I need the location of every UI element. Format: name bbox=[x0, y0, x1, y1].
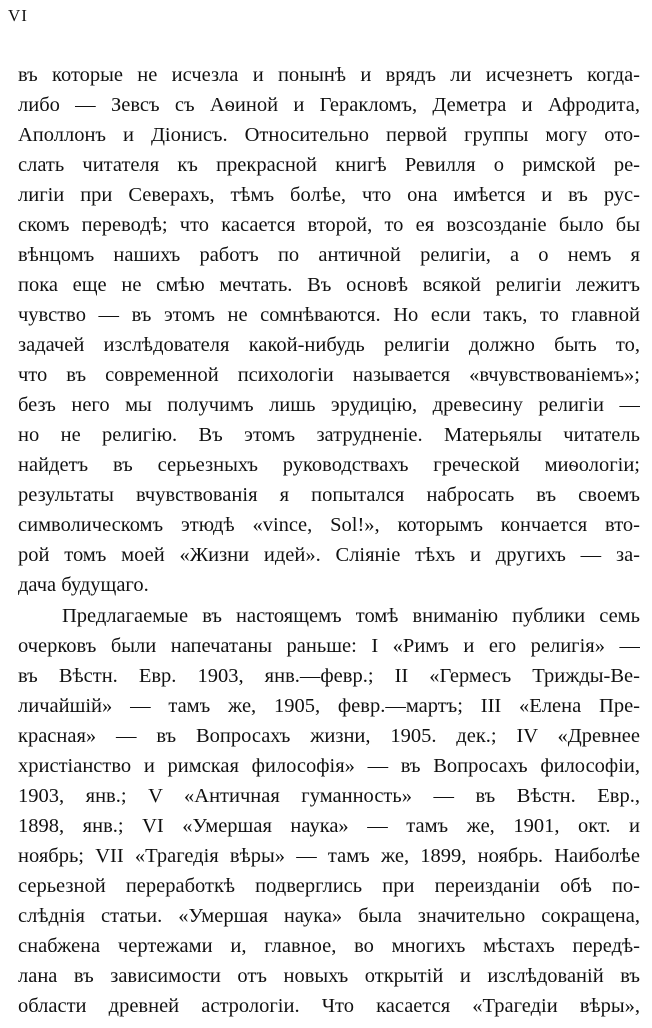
text-line: чувство — въ этомъ не сомнѣваются. Но если такъ, то главной bbox=[18, 304, 640, 326]
text-line: скомъ переводѣ; что касается второй, то ея возсозданіе было бы bbox=[18, 214, 640, 236]
text-line: безъ него мы получимъ лишь эрудицію, древесину религіи — bbox=[18, 394, 640, 416]
text-line: но не религію. Въ этомъ затрудненіе. Матерьялы читатель bbox=[18, 424, 640, 446]
text-line: пока еще не смѣю мечтать. Въ основѣ всякой религіи лежитъ bbox=[18, 274, 640, 296]
text-line: въ которые не исчезла и понынѣ и врядъ ли исчезнетъ когда- bbox=[18, 64, 640, 86]
text-line: въ Вѣстн. Евр. 1903, янв.—февр.; II «Гермесъ Трижды-Ве- bbox=[18, 665, 640, 687]
paragraph-2 bbox=[18, 601, 640, 1021]
text-line: личайшій» — тамъ же, 1905, февр.—мартъ; III «Елена Пре- bbox=[18, 695, 640, 717]
text-line: слѣднія статьи. «Умершая наука» была значительно сокращена, bbox=[18, 905, 640, 927]
page-number: VI bbox=[8, 6, 28, 25]
text-line: ноябрь; VII «Трагедія вѣры» — тамъ же, 1899, ноябрь. Наиболѣе bbox=[18, 845, 640, 867]
text-line: результаты вчувствованія я попытался набросать въ своемъ bbox=[18, 484, 640, 506]
text-line: 1903, янв.; V «Античная гуманность» — въ Вѣстн. Евр., bbox=[18, 785, 640, 807]
text-line: рой томъ моей «Жизни идей». Сліяніе тѣхъ и другихъ — за- bbox=[18, 544, 640, 566]
text-line: области древней астрологіи. Что касается «Трагедіи вѣры», bbox=[18, 995, 640, 1017]
text-line: Предлагаемые въ настоящемъ томѣ вниманію публики семь bbox=[62, 605, 640, 627]
text-line: красная» — въ Вопросахъ жизни, 1905. дек.; IV «Древнее bbox=[18, 725, 640, 747]
text-line: дача будущаго. bbox=[18, 574, 149, 596]
text-line: что въ современной психологіи называется «вчувствованіемъ»; bbox=[18, 364, 640, 386]
text-line: задачей изслѣдователя какой-нибудь религіи должно быть то, bbox=[18, 334, 640, 356]
text-line: 1898, янв.; VI «Умершая наука» — тамъ же, 1901, окт. и bbox=[18, 815, 640, 837]
text-line: слать читателя къ прекрасной книгѣ Ревилля о римской ре- bbox=[18, 154, 640, 176]
text-line: либо — Зевсъ съ Аѳиной и Геракломъ, Деметра и Афродита, bbox=[18, 94, 640, 116]
text-line: найдетъ въ серьезныхъ руководствахъ греческой миѳологіи; bbox=[18, 454, 640, 476]
text-line: Аполлонъ и Діонисъ. Относительно первой группы могу ото- bbox=[18, 124, 640, 146]
text-line: христіанство и римская философія» — въ Вопросахъ философіи, bbox=[18, 755, 640, 777]
text-line: вѣнцомъ нашихъ работъ по античной религіи, а о немъ я bbox=[18, 244, 640, 266]
text-line: лигіи при Северахъ, тѣмъ болѣе, что она имѣется и въ рус- bbox=[18, 184, 640, 206]
text-line: серьезной переработкѣ подверглись при переизданіи обѣ по- bbox=[18, 875, 640, 897]
text-line: символическомъ этюдѣ «vince, Sol!», которымъ кончается вто- bbox=[18, 514, 640, 536]
paragraph-1 bbox=[18, 60, 640, 600]
text-line: очерковъ были напечатаны раньше: I «Римъ и его религія» — bbox=[18, 635, 640, 657]
text-line: снабжена чертежами и, главное, во многихъ мѣстахъ передѣ- bbox=[18, 935, 640, 957]
text-line: лана въ зависимости отъ новыхъ открытій и изслѣдованій въ bbox=[18, 965, 640, 987]
